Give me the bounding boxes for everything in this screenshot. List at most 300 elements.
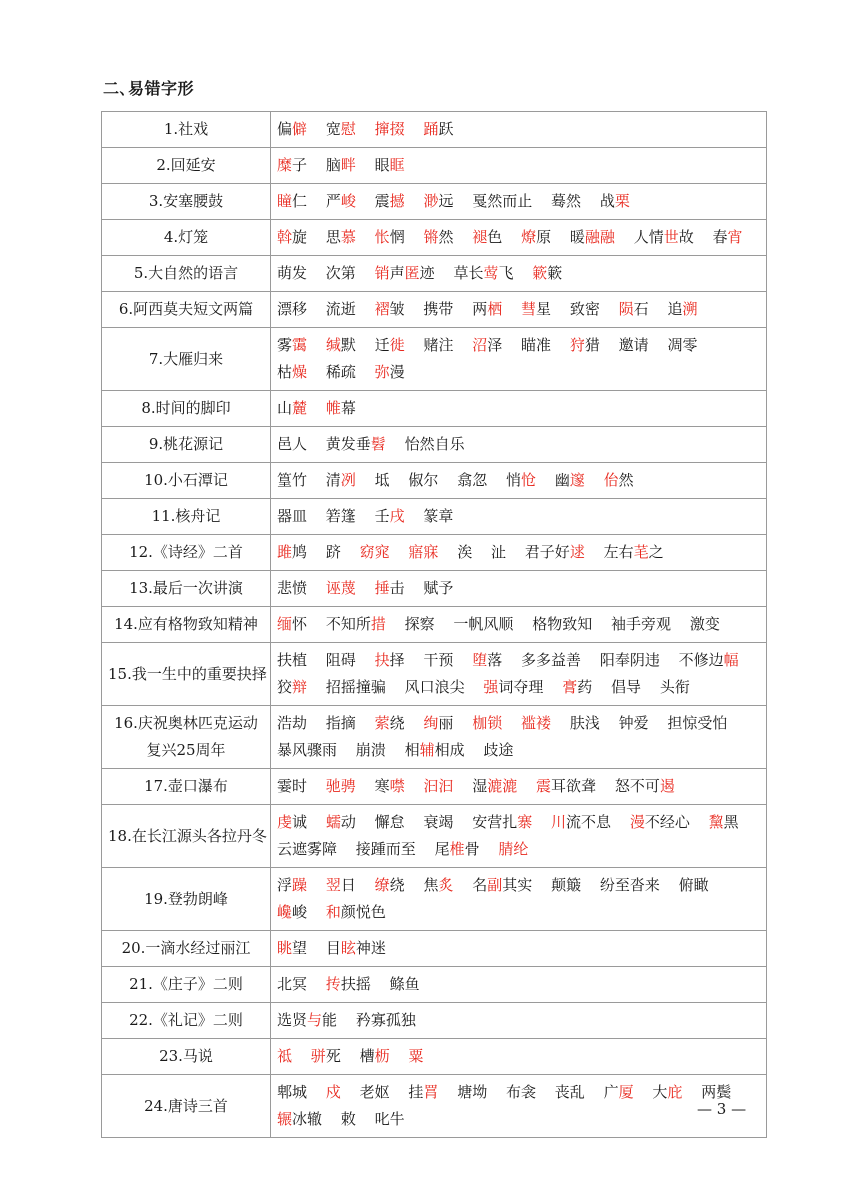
word-item	[551, 813, 611, 831]
word-item	[375, 120, 405, 138]
word-item	[532, 264, 562, 282]
plain-character: 接踵而至	[355, 840, 416, 858]
plain-character: 簌	[547, 264, 563, 282]
plain-character: 两鬓	[701, 1083, 732, 1101]
word-item	[611, 678, 641, 696]
word-list	[271, 292, 767, 328]
highlighted-character: 诬蔑	[325, 579, 356, 597]
highlighted-character: 炙	[438, 876, 454, 894]
highlighted-character: 糜	[277, 156, 293, 174]
word-list	[271, 112, 767, 148]
plain-character: 懈怠	[374, 813, 405, 831]
highlighted-character: 驰骋	[325, 777, 356, 795]
word-item	[498, 840, 528, 858]
highlighted-character: 慰	[340, 120, 356, 138]
plain-character: 枯	[277, 363, 293, 381]
plain-character: 旋	[292, 228, 308, 246]
table-row	[102, 643, 767, 706]
section-title: 二､易错字形	[103, 79, 195, 98]
plain-character: 招摇撞骗	[325, 678, 386, 696]
plain-character: 风口浪尖	[404, 678, 465, 696]
plain-character: 蓦然	[551, 192, 582, 210]
plain-character: 萌发	[277, 264, 308, 282]
highlighted-character: 撼	[389, 192, 405, 210]
highlighted-character: 渺	[423, 192, 439, 210]
word-list	[271, 256, 767, 292]
word-item	[277, 1047, 292, 1065]
plain-character: 择	[389, 651, 405, 669]
plain-character: 焦	[423, 876, 439, 894]
highlighted-character: 燎	[521, 228, 537, 246]
highlighted-character: 捶	[374, 579, 390, 597]
highlighted-character: 怆	[521, 471, 537, 489]
plain-character: 格物致知	[532, 615, 593, 633]
word-item	[506, 1083, 536, 1101]
plain-character: 槽	[359, 1047, 375, 1065]
plain-character: 崩溃	[355, 741, 386, 759]
lesson-title: 1.社戏	[102, 112, 271, 148]
highlighted-character: 莺	[483, 264, 499, 282]
plain-character: 仁	[292, 192, 308, 210]
word-item	[408, 1083, 438, 1101]
word-item	[277, 363, 307, 381]
word-item	[326, 678, 386, 696]
plain-character: 绕	[389, 714, 405, 732]
highlighted-character: 绚	[423, 714, 439, 732]
word-item	[277, 228, 307, 246]
word-item	[619, 336, 649, 354]
plain-character: 矜寡孤独	[355, 1011, 416, 1029]
plain-character: 安营扎	[472, 813, 518, 831]
lesson-title: 11.核舟记	[102, 499, 271, 535]
highlighted-character: 漫	[629, 813, 645, 831]
plain-character: 肤浅	[569, 714, 600, 732]
word-item	[277, 1083, 307, 1101]
plain-character: 石	[633, 300, 649, 318]
word-item	[604, 471, 634, 489]
plain-character: 指摘	[325, 714, 356, 732]
plain-character: 布衾	[506, 1083, 537, 1101]
highlighted-character: 踊	[423, 120, 439, 138]
word-item	[326, 363, 356, 381]
table-row	[102, 706, 767, 769]
highlighted-character: 黧	[708, 813, 724, 831]
highlighted-character: 祗	[277, 1047, 293, 1065]
highlighted-character: 遏	[659, 777, 675, 795]
plain-character: 黑	[723, 813, 739, 831]
word-item	[326, 903, 386, 921]
word-item	[570, 714, 600, 732]
plain-character: 眼	[374, 156, 390, 174]
word-item	[277, 300, 307, 318]
plain-character: 声	[389, 264, 405, 282]
plain-character: 塘坳	[457, 1083, 488, 1101]
lesson-title: 24.唐诗三首	[102, 1075, 271, 1138]
highlighted-character: 躁	[292, 876, 308, 894]
plain-character: 叱牛	[374, 1110, 405, 1128]
plain-character: 沚	[491, 543, 507, 561]
plain-character: 衰竭	[423, 813, 454, 831]
word-item	[375, 876, 405, 894]
word-list	[271, 1039, 767, 1075]
plain-character: 春	[712, 228, 728, 246]
word-item	[360, 543, 390, 561]
word-item	[667, 336, 697, 354]
word-item	[326, 651, 356, 669]
plain-character: 头衔	[659, 678, 690, 696]
lesson-title: 20.一滴水经过丽江	[102, 931, 271, 967]
highlighted-character: 汩汩	[423, 777, 454, 795]
plain-character: 郫城	[277, 1083, 308, 1101]
word-item	[277, 543, 307, 561]
word-item	[326, 939, 386, 957]
plain-character: 左右	[603, 543, 634, 561]
plain-character: 跻	[325, 543, 341, 561]
table-row	[102, 427, 767, 463]
word-list	[271, 1003, 767, 1039]
word-item	[472, 336, 502, 354]
plain-character: 幽	[554, 471, 570, 489]
word-item	[701, 1083, 731, 1101]
plain-character: 颠簸	[551, 876, 582, 894]
plain-character: 两	[472, 300, 488, 318]
highlighted-character: 辗	[277, 1110, 293, 1128]
error-prone-characters-table	[101, 111, 767, 1138]
highlighted-character: 窈窕	[359, 543, 390, 561]
word-item	[356, 1011, 416, 1029]
highlighted-character: 辅	[419, 741, 435, 759]
highlighted-character: 邃	[569, 471, 585, 489]
plain-character: 器皿	[277, 507, 308, 525]
plain-character: 之	[648, 543, 664, 561]
word-item	[423, 579, 453, 597]
highlighted-character: 雎	[277, 543, 293, 561]
word-item	[405, 435, 465, 453]
word-item	[525, 543, 585, 561]
plain-character: 词夺理	[498, 678, 544, 696]
plain-character: 激变	[689, 615, 720, 633]
page-number: — 3 —	[697, 1100, 747, 1118]
highlighted-character: 庇	[667, 1083, 683, 1101]
plain-character: 阻碍	[325, 651, 356, 669]
plain-character: 流不息	[566, 813, 612, 831]
plain-character: 暴风骤雨	[277, 741, 338, 759]
highlighted-character: 徙	[389, 336, 405, 354]
lesson-title: 2.回延安	[102, 148, 271, 184]
word-item	[555, 471, 585, 489]
word-item	[570, 300, 600, 318]
word-item	[435, 840, 480, 858]
word-list	[271, 868, 767, 931]
word-item	[277, 615, 307, 633]
highlighted-character: 栗	[614, 192, 630, 210]
highlighted-character: 寤寐	[408, 543, 439, 561]
plain-character: 神迷	[355, 939, 386, 957]
word-item	[604, 543, 664, 561]
plain-character: 宽	[325, 120, 341, 138]
word-item	[375, 714, 405, 732]
plain-character: 其实	[502, 876, 533, 894]
plain-character: 故	[678, 228, 694, 246]
plain-character: 云遮雾障	[277, 840, 338, 858]
plain-character: 远	[438, 192, 454, 210]
highlighted-character: 燥	[292, 363, 308, 381]
word-item	[326, 264, 356, 282]
plain-character: 鸠	[292, 543, 308, 561]
plain-character: 瞄准	[521, 336, 552, 354]
plain-character: 钟爱	[618, 714, 649, 732]
plain-character: 漂移	[277, 300, 308, 318]
highlighted-character: 蠕	[325, 813, 341, 831]
table-row	[102, 571, 767, 607]
word-item	[375, 336, 405, 354]
word-item	[472, 651, 502, 669]
lesson-title: 5.大自然的语言	[102, 256, 271, 292]
word-item	[652, 1083, 682, 1101]
word-item	[326, 615, 386, 633]
highlighted-character: 噤	[389, 777, 405, 795]
plain-character: 偏	[277, 120, 293, 138]
word-item	[405, 615, 435, 633]
table-row	[102, 292, 767, 328]
word-item	[277, 336, 307, 354]
word-item	[277, 435, 307, 453]
plain-character: 霎时	[277, 777, 308, 795]
plain-character: 动	[340, 813, 356, 831]
plain-character: 悲愤	[277, 579, 308, 597]
word-item	[326, 1083, 341, 1101]
highlighted-character: 眩	[340, 939, 356, 957]
highlighted-character: 陨	[618, 300, 634, 318]
highlighted-character: 缅	[277, 615, 293, 633]
plain-character: 星	[536, 300, 552, 318]
word-item	[634, 228, 694, 246]
highlighted-character: 缄	[325, 336, 341, 354]
highlighted-character: 抉	[374, 651, 390, 669]
word-item	[375, 156, 405, 174]
highlighted-character: 幅	[723, 651, 739, 669]
plain-character: 皱	[389, 300, 405, 318]
plain-character: 色	[487, 228, 503, 246]
lesson-title: 12.《诗经》二首	[102, 535, 271, 571]
plain-character: 携带	[423, 300, 454, 318]
word-item	[423, 777, 453, 795]
word-item	[555, 1083, 585, 1101]
plain-character: 不知所	[325, 615, 371, 633]
plain-character: 丧乱	[554, 1083, 585, 1101]
plain-character: 飞	[498, 264, 514, 282]
word-item	[375, 192, 405, 210]
word-item	[326, 714, 356, 732]
word-item	[521, 651, 581, 669]
plain-character: 追	[667, 300, 683, 318]
highlighted-character: 川	[551, 813, 567, 831]
highlighted-character: 缭	[374, 876, 390, 894]
highlighted-character: 巉	[277, 903, 293, 921]
plain-character: 干预	[423, 651, 454, 669]
highlighted-character: 堕	[472, 651, 488, 669]
word-item	[375, 228, 405, 246]
word-item	[483, 678, 543, 696]
word-item	[453, 615, 513, 633]
word-list	[271, 607, 767, 643]
highlighted-character: 椎	[449, 840, 465, 858]
highlighted-character: 斡	[277, 228, 293, 246]
highlighted-character: 栖	[487, 300, 503, 318]
highlighted-character: 锵	[423, 228, 439, 246]
plain-character: 思	[325, 228, 341, 246]
word-item	[277, 471, 307, 489]
plain-character: 迹	[419, 264, 435, 282]
word-list	[271, 643, 767, 706]
word-item	[457, 543, 472, 561]
lesson-title: 10.小石潭记	[102, 463, 271, 499]
plain-character: 扶摇	[340, 975, 371, 993]
plain-character: 选贤	[277, 1011, 308, 1029]
table-row	[102, 967, 767, 1003]
word-item	[423, 192, 453, 210]
word-item	[360, 1083, 390, 1101]
word-item	[690, 615, 720, 633]
word-item	[277, 264, 307, 282]
plain-character: 大	[652, 1083, 668, 1101]
word-item	[423, 651, 453, 669]
highlighted-character: 枥	[374, 1047, 390, 1065]
table-row	[102, 148, 767, 184]
word-item	[326, 471, 356, 489]
word-item	[457, 471, 487, 489]
word-list	[271, 391, 767, 427]
plain-character: 邀请	[618, 336, 649, 354]
word-item	[375, 813, 405, 831]
word-item	[483, 741, 513, 759]
plain-character: 峻	[292, 903, 308, 921]
word-item	[709, 813, 739, 831]
highlighted-character: 抟	[325, 975, 341, 993]
word-item	[551, 876, 581, 894]
word-item	[326, 813, 356, 831]
highlighted-character: 骈	[310, 1047, 326, 1065]
plain-character: 狡	[277, 678, 293, 696]
table-row	[102, 220, 767, 256]
word-item	[277, 156, 307, 174]
lesson-title: 3.安塞腰鼓	[102, 184, 271, 220]
word-item	[356, 741, 386, 759]
highlighted-character: 粟	[408, 1047, 424, 1065]
table-row	[102, 1075, 767, 1138]
highlighted-character: 褪	[472, 228, 488, 246]
highlighted-character: 弥	[374, 363, 390, 381]
table-row	[102, 868, 767, 931]
highlighted-character: 麓	[292, 399, 308, 417]
highlighted-character: 逑	[569, 543, 585, 561]
table-row	[102, 1003, 767, 1039]
plain-character: 子	[292, 156, 308, 174]
plain-character: 北冥	[277, 975, 308, 993]
plain-character: 人情	[633, 228, 664, 246]
word-list	[271, 148, 767, 184]
highlighted-character: 狩	[569, 336, 585, 354]
plain-character: 老妪	[359, 1083, 390, 1101]
word-item	[326, 543, 341, 561]
word-item	[277, 939, 307, 957]
lesson-title: 14.应有格物致知精神	[102, 607, 271, 643]
highlighted-character: 翌	[325, 876, 341, 894]
word-item	[375, 579, 405, 597]
plain-character: 泽	[487, 336, 503, 354]
table-row	[102, 328, 767, 391]
table-row	[102, 769, 767, 805]
plain-character: 相	[404, 741, 420, 759]
word-item	[326, 435, 386, 453]
plain-character: 篆章	[423, 507, 454, 525]
word-item	[390, 975, 420, 993]
highlighted-character: 眺	[277, 939, 293, 957]
plain-character: 草长	[453, 264, 484, 282]
highlighted-character: 厦	[618, 1083, 634, 1101]
word-item	[532, 615, 592, 633]
plain-character: 袖手旁观	[611, 615, 672, 633]
word-item	[423, 714, 453, 732]
plain-character: 多多益善	[521, 651, 582, 669]
plain-character: 山	[277, 399, 293, 417]
word-list	[271, 499, 767, 535]
highlighted-character: 畔	[340, 156, 356, 174]
highlighted-character: 宵	[727, 228, 743, 246]
plain-character: 然	[438, 228, 454, 246]
plain-character: 冰辙	[292, 1110, 323, 1128]
word-item	[660, 678, 690, 696]
lesson-title: 13.最后一次讲演	[102, 571, 271, 607]
word-item	[472, 876, 532, 894]
lesson-title: 19.登勃朗峰	[102, 868, 271, 931]
table-body	[102, 112, 767, 1138]
table-row	[102, 607, 767, 643]
plain-character: 扶植	[277, 651, 308, 669]
word-item	[472, 777, 517, 795]
word-item	[326, 975, 371, 993]
word-list	[271, 1075, 767, 1138]
lesson-title: 17.壶口瀑布	[102, 769, 271, 805]
word-item	[679, 876, 709, 894]
word-item	[423, 876, 453, 894]
word-list	[271, 427, 767, 463]
highlighted-character: 世	[663, 228, 679, 246]
word-item	[423, 813, 453, 831]
table-row	[102, 1039, 767, 1075]
highlighted-character: 罥	[423, 1083, 439, 1101]
word-item	[611, 615, 671, 633]
word-item	[570, 228, 615, 246]
word-item	[277, 192, 307, 210]
word-item	[405, 741, 465, 759]
plain-character: 阳奉阴违	[599, 651, 660, 669]
word-item	[536, 777, 596, 795]
highlighted-character: 褶	[374, 300, 390, 318]
plain-character: 落	[487, 651, 503, 669]
plain-character: 原	[536, 228, 552, 246]
lesson-title: 18.在长江源头各拉丹冬	[102, 805, 271, 868]
word-item	[600, 876, 660, 894]
word-item	[619, 300, 649, 318]
word-item	[619, 714, 649, 732]
lesson-title: 23.马说	[102, 1039, 271, 1075]
word-item	[615, 777, 675, 795]
highlighted-character: 彗	[521, 300, 537, 318]
word-item	[375, 651, 405, 669]
word-item	[551, 192, 581, 210]
word-item	[600, 192, 630, 210]
